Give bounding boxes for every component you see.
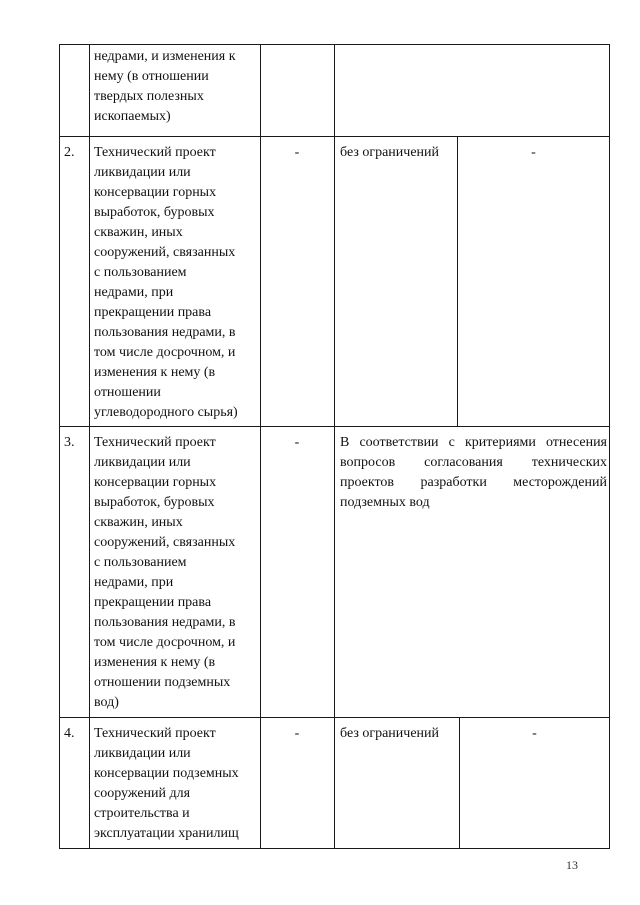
table-cell-name: недрами, и изменения к нему (в отношении твердых полезных ископаемых) xyxy=(94,49,236,124)
table-cell-name: Технический проект ликвидации или консервации горных выработок, буровых скважин, иных сооружений, связанных с пользованием недрами, при прекращении права пользования недрами, в том числе досрочном, и изменения к нему (в отношении подземных вод) xyxy=(94,435,236,710)
page-number: 13 xyxy=(566,858,578,872)
table-cell-text: без ограничений xyxy=(340,726,440,741)
table-rule xyxy=(334,44,335,849)
table-cell-dash: - xyxy=(294,726,300,741)
table-cell-merged-text: В соответствии с критериями отнесения вопросов согласования технических проектов разработки месторождений подземных вод xyxy=(340,435,607,510)
table-rule xyxy=(609,44,610,849)
table-rule xyxy=(59,44,60,849)
table-cell-number: 2. xyxy=(64,145,75,160)
table-cell-dash: - xyxy=(294,145,300,160)
table-cell-name: Технический проект ликвидации или консервации горных выработок, буровых скважин, иных сооружений, связанных с пользованием недрами, при прекращении права пользования недрами, в том числе досрочном, и изменения к нему (в отношении углеводородного сырья) xyxy=(94,145,238,420)
table-rule xyxy=(89,44,90,849)
table-cell-dash: - xyxy=(531,145,536,160)
table-cell-dash: - xyxy=(294,435,300,450)
table-cell-number: 3. xyxy=(64,435,75,450)
table-cell-dash: - xyxy=(532,726,537,741)
table-cell-number: 4. xyxy=(64,726,75,741)
table-rule xyxy=(457,136,458,426)
table-cell-name: Технический проект ликвидации или консервации подземных сооружений для строительства и эксплуатации хранилищ xyxy=(94,726,239,841)
table-cell-text: без ограничений xyxy=(340,145,440,160)
